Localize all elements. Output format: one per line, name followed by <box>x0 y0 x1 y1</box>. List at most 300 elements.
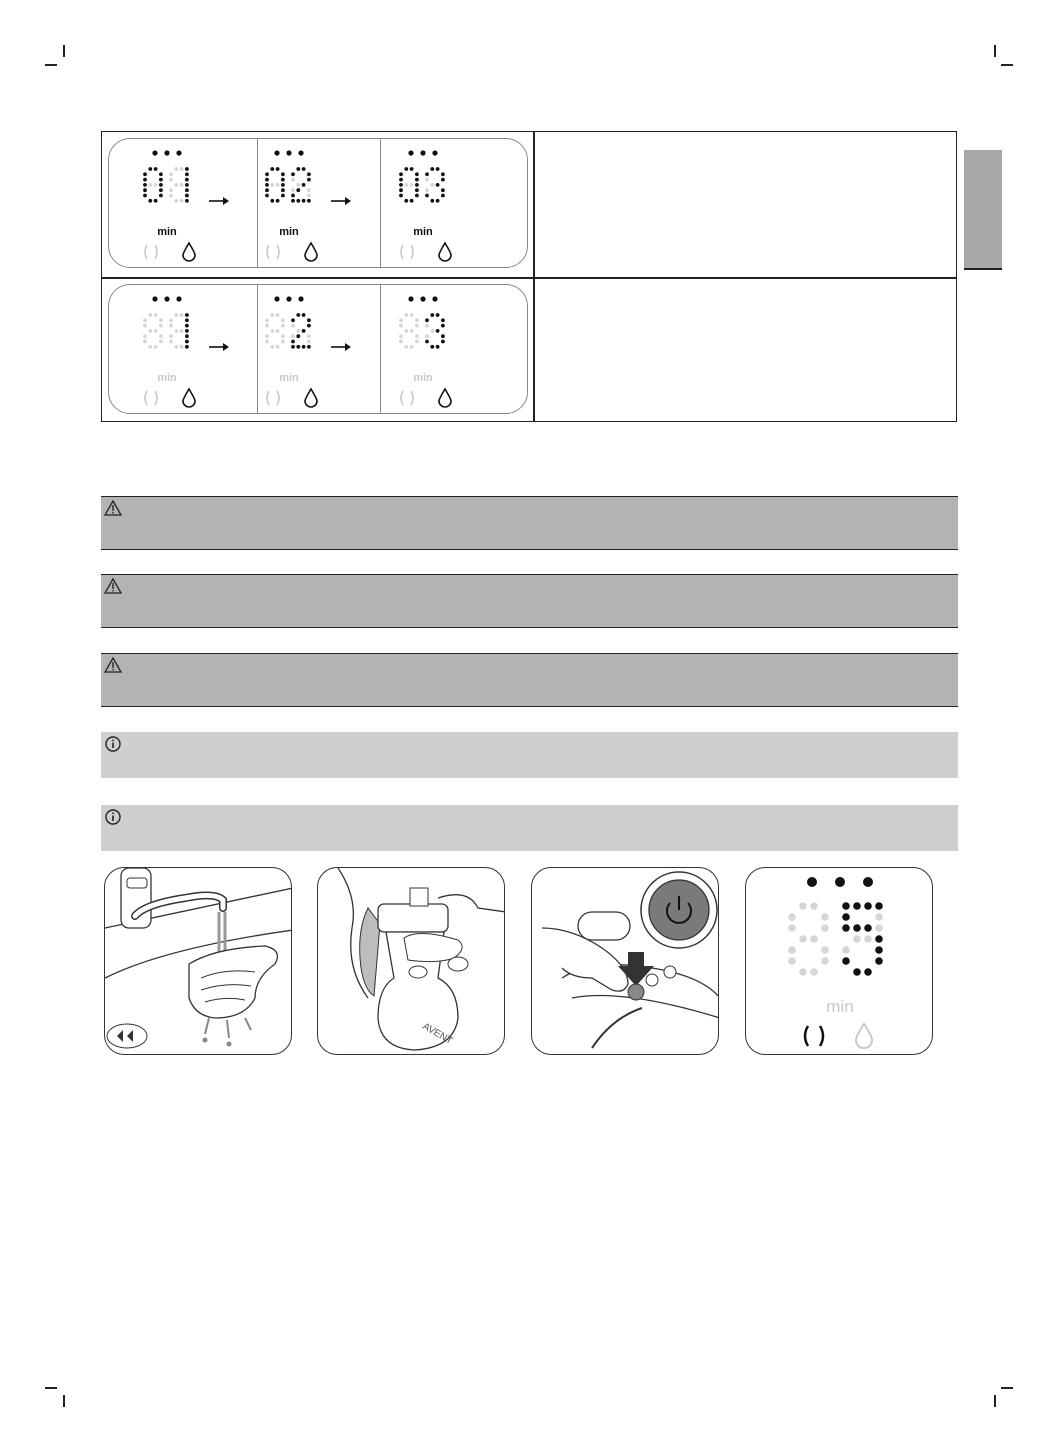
display-digit-dot <box>143 183 147 187</box>
display-dot-off <box>281 334 285 338</box>
status-dot <box>176 150 181 155</box>
note-bar-1 <box>101 732 958 778</box>
display-digit-dot <box>291 340 295 344</box>
display-dot-off <box>143 318 147 322</box>
display-digit-dot <box>436 313 440 317</box>
warning-triangle-icon <box>104 578 122 599</box>
status-dot <box>432 296 437 301</box>
display-dot-off <box>415 318 419 322</box>
status-dot <box>432 150 437 155</box>
display-digit-dot <box>185 167 189 171</box>
display-dot-off <box>410 313 414 317</box>
warning-triangle-icon <box>104 500 122 521</box>
illustration-assemble-pump <box>317 867 505 1055</box>
power-button-icon <box>532 868 719 1055</box>
timer-display-icon <box>746 868 933 1055</box>
display-dot-off <box>788 946 796 954</box>
step-arrow-head <box>223 343 229 351</box>
display-digit-dot <box>399 188 403 192</box>
display-digit-dot <box>270 183 274 187</box>
display-digit-dot <box>148 183 152 187</box>
display-sequence-panel-2 <box>108 284 528 414</box>
display-digit-dot <box>174 167 178 171</box>
display-digit-dot <box>425 340 429 344</box>
info-circle-icon <box>104 735 122 758</box>
display-digit-dot <box>296 329 300 333</box>
display-digit-dot <box>143 194 147 198</box>
pump-phase-icon <box>145 391 157 405</box>
display-digit-dot <box>302 313 306 317</box>
display-digit-dot <box>415 194 419 198</box>
display-dot-off <box>404 313 408 317</box>
display-digit-dot <box>307 345 311 349</box>
display-dot-off <box>821 913 829 921</box>
warning-bar-1 <box>101 496 958 550</box>
pump-phase-icon <box>145 245 157 259</box>
display-digit-dot <box>276 199 280 203</box>
display-digit-dot <box>169 324 173 328</box>
display-digit-dot <box>425 334 429 338</box>
display-dot-off <box>799 968 807 976</box>
display-digit-dot <box>302 329 306 333</box>
display-dot-off <box>281 324 285 328</box>
display-digit-dot <box>441 194 445 198</box>
display-digit-dot <box>169 178 173 182</box>
display-digit-dot <box>185 183 189 187</box>
display-digit-dot <box>265 194 269 198</box>
display-digit-dot <box>169 318 173 322</box>
display-dot-off <box>276 329 280 333</box>
display-digit-dot <box>159 172 163 176</box>
display-digit-dot <box>404 199 408 203</box>
display-digit-dot <box>399 172 403 176</box>
pump-phase-icon <box>267 391 279 405</box>
display-digit-dot <box>276 167 280 171</box>
display-dot-off <box>799 902 807 910</box>
display-digit-dot <box>302 345 306 349</box>
display-dot-off <box>788 913 796 921</box>
display-sequence-1-graphic <box>109 139 527 267</box>
illustration-press-power <box>531 867 719 1055</box>
step-arrow-head <box>223 197 229 205</box>
display-digit-dot <box>853 968 861 976</box>
display-digit-dot <box>180 183 184 187</box>
display-digit-dot <box>265 172 269 176</box>
display-dot-off <box>810 968 818 976</box>
display-digit-dot <box>296 188 300 192</box>
display-digit-dot <box>169 172 173 176</box>
display-unit-label: min <box>279 372 299 384</box>
info-circle-icon <box>104 808 122 831</box>
display-digit-dot <box>185 345 189 349</box>
display-digit-dot <box>842 957 850 965</box>
crop-mark <box>45 1387 57 1389</box>
display-dot-off <box>410 329 414 333</box>
display-digit-dot <box>296 334 300 338</box>
display-digit-dot <box>302 183 306 187</box>
display-digit-dot <box>185 318 189 322</box>
display-digit-dot <box>154 183 158 187</box>
display-digit-dot <box>864 924 872 932</box>
display-dot-off <box>410 345 414 349</box>
display-digit-dot <box>441 172 445 176</box>
droplet-icon <box>183 243 195 261</box>
crop-mark <box>63 45 65 57</box>
display-digit-dot <box>441 188 445 192</box>
display-sequence-2-graphic <box>109 285 527 413</box>
display-digit-dot <box>307 172 311 176</box>
display-digit-dot <box>291 172 295 176</box>
pump-phase-icon <box>401 245 413 259</box>
display-digit-dot <box>281 178 285 182</box>
display-dot-off <box>810 902 818 910</box>
display-digit-dot <box>415 172 419 176</box>
status-dot <box>420 296 425 301</box>
display-dot-off <box>404 329 408 333</box>
display-digit-dot <box>281 183 285 187</box>
display-digit-dot <box>296 183 300 187</box>
display-digit-dot <box>169 340 173 344</box>
droplet-icon <box>856 1024 872 1048</box>
display-dot-off <box>399 340 403 344</box>
crop-mark <box>994 1395 996 1407</box>
display-diagram-table <box>101 131 957 422</box>
display-digit-dot <box>185 334 189 338</box>
display-digit-dot <box>307 340 311 344</box>
display-dot-off <box>415 334 419 338</box>
display-digit-dot <box>185 178 189 182</box>
display-digit-dot <box>291 194 295 198</box>
display-digit-dot <box>430 199 434 203</box>
droplet-icon <box>439 243 451 261</box>
display-digit-dot <box>148 167 152 171</box>
display-digit-dot <box>169 188 173 192</box>
status-dot <box>152 150 157 155</box>
display-digit-dot <box>425 324 429 328</box>
display-digit-dot <box>430 183 434 187</box>
display-digit-dot <box>430 345 434 349</box>
display-digit-dot <box>281 172 285 176</box>
crop-mark <box>994 45 996 57</box>
display-digit-dot <box>875 946 883 954</box>
display-digit-dot <box>842 946 850 954</box>
display-digit-dot <box>291 345 295 349</box>
row-1-description <box>536 140 956 270</box>
display-digit-dot <box>180 199 184 203</box>
display-digit-dot <box>169 334 173 338</box>
display-digit-dot <box>291 199 295 203</box>
display-digit-dot <box>185 194 189 198</box>
display-digit-dot <box>425 178 429 182</box>
display-unit-label: min <box>826 997 854 1016</box>
display-digit-dot <box>875 913 883 921</box>
warning-bar-2 <box>101 574 958 628</box>
display-digit-dot <box>185 329 189 333</box>
display-digit-dot <box>185 324 189 328</box>
display-digit-dot <box>415 188 419 192</box>
crop-mark <box>45 64 57 66</box>
display-dot-off <box>265 324 269 328</box>
display-digit-dot <box>174 313 178 317</box>
display-sequence-panel-1 <box>108 138 528 268</box>
status-dot <box>274 296 279 301</box>
display-digit-dot <box>842 924 850 932</box>
display-digit-dot <box>265 183 269 187</box>
display-digit-dot <box>410 167 414 171</box>
display-digit-dot <box>291 178 295 182</box>
display-digit-dot <box>410 183 414 187</box>
display-digit-dot <box>154 199 158 203</box>
breast-pump-assembly-icon <box>318 868 505 1055</box>
display-digit-dot <box>276 183 280 187</box>
display-dot-off <box>821 957 829 965</box>
pump-phase-icon <box>267 245 279 259</box>
display-digit-dot <box>307 194 311 198</box>
display-digit-dot <box>180 345 184 349</box>
display-digit-dot <box>853 902 861 910</box>
display-digit-dot <box>436 167 440 171</box>
crop-mark <box>63 1395 65 1407</box>
display-digit-dot <box>842 913 850 921</box>
display-dot-off <box>399 318 403 322</box>
panel-separator <box>257 285 258 413</box>
display-digit-dot <box>185 199 189 203</box>
display-digit-dot <box>159 194 163 198</box>
display-digit-dot <box>270 199 274 203</box>
panel-separator <box>380 285 381 413</box>
display-dot-off <box>154 313 158 317</box>
panel-separator <box>257 139 258 267</box>
display-dot-off <box>281 340 285 344</box>
status-dot <box>176 296 181 301</box>
display-dot-off <box>270 345 274 349</box>
display-digit-dot <box>307 318 311 322</box>
display-dot-off <box>821 924 829 932</box>
droplet-icon <box>439 389 451 407</box>
display-dot-off <box>154 345 158 349</box>
display-dot-off <box>143 334 147 338</box>
display-digit-dot <box>415 183 419 187</box>
display-digit-dot <box>875 924 883 932</box>
display-dot-off <box>148 329 152 333</box>
status-dot <box>420 150 425 155</box>
display-dot-off <box>143 340 147 344</box>
display-digit-dot <box>441 324 445 328</box>
display-digit-dot <box>159 178 163 182</box>
display-digit-dot <box>436 183 440 187</box>
display-digit-dot <box>174 329 178 333</box>
display-digit-dot <box>425 172 429 176</box>
display-digit-dot <box>296 167 300 171</box>
display-digit-dot <box>875 902 883 910</box>
display-dot-off <box>148 345 152 349</box>
display-digit-dot <box>430 167 434 171</box>
status-dot <box>408 150 413 155</box>
display-digit-dot <box>853 924 861 932</box>
status-dot <box>152 296 157 301</box>
display-digit-dot <box>296 313 300 317</box>
status-dot <box>807 877 817 887</box>
status-dot <box>835 877 845 887</box>
display-digit-dot <box>842 902 850 910</box>
display-unit-label: min <box>279 226 299 238</box>
display-digit-dot <box>399 183 403 187</box>
status-dot <box>164 150 169 155</box>
display-digit-dot <box>143 188 147 192</box>
display-digit-dot <box>174 199 178 203</box>
pump-phase-icon <box>401 391 413 405</box>
status-dot <box>274 150 279 155</box>
display-digit-dot <box>159 183 163 187</box>
row-2-description <box>536 286 956 416</box>
display-dot-off <box>281 318 285 322</box>
crop-mark <box>1001 1387 1013 1389</box>
display-digit-dot <box>441 178 445 182</box>
display-digit-dot <box>425 194 429 198</box>
display-digit-dot <box>143 172 147 176</box>
display-digit-dot <box>307 324 311 328</box>
display-dot-off <box>159 324 163 328</box>
display-digit-dot <box>174 345 178 349</box>
display-digit-dot <box>425 318 429 322</box>
display-digit-dot <box>143 178 147 182</box>
display-dot-off <box>270 313 274 317</box>
display-digit-dot <box>441 340 445 344</box>
display-dot-off <box>159 318 163 322</box>
display-digit-dot <box>425 188 429 192</box>
display-digit-dot <box>875 957 883 965</box>
display-digit-dot <box>436 199 440 203</box>
droplet-icon <box>183 389 195 407</box>
display-digit-dot <box>399 194 403 198</box>
display-dot-off <box>265 318 269 322</box>
display-dot-off <box>821 946 829 954</box>
display-digit-dot <box>430 313 434 317</box>
step-arrow-head <box>345 197 351 205</box>
display-dot-off <box>148 313 152 317</box>
table-row-divider <box>102 277 956 279</box>
display-digit-dot <box>174 183 178 187</box>
display-digit-dot <box>307 334 311 338</box>
display-digit-dot <box>169 194 173 198</box>
display-digit-dot <box>291 324 295 328</box>
display-digit-dot <box>307 188 311 192</box>
display-digit-dot <box>180 313 184 317</box>
status-dot <box>286 296 291 301</box>
display-dot-off <box>399 324 403 328</box>
droplet-icon <box>305 389 317 407</box>
display-digit-dot <box>864 902 872 910</box>
display-digit-dot <box>270 167 274 171</box>
display-digit-dot <box>291 318 295 322</box>
display-digit-dot <box>441 318 445 322</box>
display-dot-off <box>270 329 274 333</box>
display-unit-label: min <box>157 372 177 384</box>
display-digit-dot <box>291 188 295 192</box>
display-digit-dot <box>180 167 184 171</box>
display-dot-off <box>143 324 147 328</box>
display-digit-dot <box>404 167 408 171</box>
display-digit-dot <box>399 178 403 182</box>
display-digit-dot <box>307 178 311 182</box>
display-dot-off <box>276 313 280 317</box>
display-digit-dot <box>159 188 163 192</box>
display-digit-dot <box>296 345 300 349</box>
display-digit-dot <box>436 345 440 349</box>
display-digit-dot <box>864 935 872 943</box>
panel-separator <box>380 139 381 267</box>
hand-washing-icon <box>105 868 292 1055</box>
display-dot-off <box>788 924 796 932</box>
display-digit-dot <box>180 329 184 333</box>
display-digit-dot <box>307 199 311 203</box>
display-dot-off <box>159 340 163 344</box>
display-digit-dot <box>265 188 269 192</box>
table-column-divider <box>533 132 535 421</box>
crop-mark <box>1001 64 1013 66</box>
display-digit-dot <box>296 199 300 203</box>
display-dot-off <box>154 329 158 333</box>
display-digit-dot <box>154 167 158 171</box>
display-dot-off <box>265 340 269 344</box>
warning-bar-3 <box>101 653 958 707</box>
display-unit-label: min <box>413 226 433 238</box>
display-dot-off <box>265 334 269 338</box>
illustration-wash-hands <box>104 867 292 1055</box>
display-digit-dot <box>853 935 861 943</box>
language-side-tab <box>964 150 1002 270</box>
display-digit-dot <box>291 334 295 338</box>
display-digit-dot <box>410 199 414 203</box>
display-digit-dot <box>436 329 440 333</box>
brand-label: AVENT <box>420 1021 455 1047</box>
note-bar-2 <box>101 805 958 851</box>
display-dot-off <box>404 345 408 349</box>
display-digit-dot <box>185 313 189 317</box>
display-digit-dot <box>430 329 434 333</box>
step-arrow-head <box>345 343 351 351</box>
display-digit-dot <box>864 968 872 976</box>
display-digit-dot <box>148 199 152 203</box>
display-dot-off <box>276 345 280 349</box>
display-digit-dot <box>185 172 189 176</box>
display-digit-dot <box>185 340 189 344</box>
display-dot-off <box>415 324 419 328</box>
display-digit-dot <box>185 188 189 192</box>
status-dot <box>298 296 303 301</box>
display-dot-off <box>159 334 163 338</box>
display-dot-off <box>399 334 403 338</box>
display-digit-dot <box>875 935 883 943</box>
display-digit-dot <box>281 194 285 198</box>
display-dot-off <box>788 957 796 965</box>
display-digit-dot <box>441 334 445 338</box>
display-digit-dot <box>302 199 306 203</box>
status-dot <box>863 877 873 887</box>
status-dot <box>164 296 169 301</box>
display-dot-off <box>810 935 818 943</box>
display-digit-dot <box>265 178 269 182</box>
status-dot <box>298 150 303 155</box>
display-unit-label: min <box>413 372 433 384</box>
display-digit-dot <box>281 188 285 192</box>
display-unit-label: min <box>157 226 177 238</box>
pump-phase-icon <box>805 1026 808 1046</box>
display-dot-off <box>799 935 807 943</box>
display-digit-dot <box>404 183 408 187</box>
illustration-display-five-minutes <box>745 867 933 1055</box>
warning-triangle-icon <box>104 657 122 678</box>
